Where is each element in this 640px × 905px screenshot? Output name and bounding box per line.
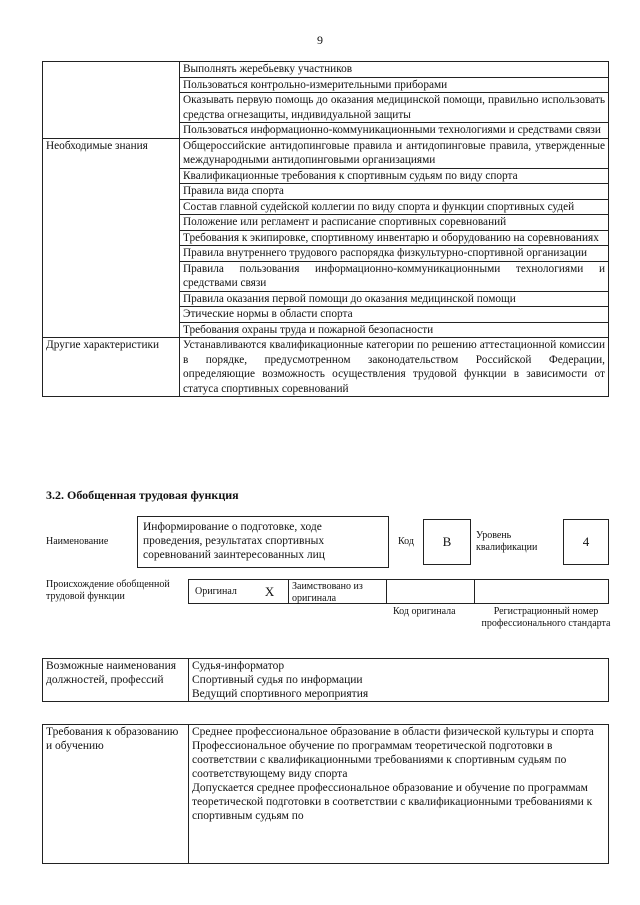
row-value: Этические нормы в области спорта: [180, 307, 609, 323]
section-heading: 3.2. Обобщенная трудовая функция: [46, 488, 239, 502]
education-label: Требования к образованию и обучению: [43, 725, 189, 864]
position-item: Ведущий спортивного мероприятия: [192, 688, 369, 700]
row-value: Пользоваться контрольно-измерительными приборами: [180, 77, 609, 93]
code-original-label: Код оригинала: [393, 606, 456, 617]
original-label: Оригинал: [195, 586, 237, 597]
row-value: Устанавливаются квалификационные категории по решению аттестационной комиссии в порядке, предусмотренном законодательством Российской Федерации, определяющие возможность осуществления трудовой функции в зависимости от статуса спортивных соревнований: [180, 338, 609, 397]
qualification-level-value: 4: [563, 519, 609, 565]
positions-label: Возможные наименования должностей, профессий: [43, 659, 189, 702]
table-row: [43, 338, 609, 397]
row-value: Выполнять жеребьевку участников: [180, 62, 609, 78]
function-name-value: Информирование о подготовке, ходе проведения, результатах спортивных соревнований заинтересованных лиц: [137, 516, 389, 568]
row-value: Требования к экипировке, спортивному инвентарю и оборудованию на соревнованиях: [180, 230, 609, 246]
original-mark: X: [264, 583, 275, 599]
row-value: Состав главной судейской коллегии по виду спорта и функции спортивных судей: [180, 199, 609, 215]
row-label: [43, 62, 180, 139]
origin-box: [188, 579, 609, 604]
education-list: [189, 725, 609, 864]
page-number: 9: [317, 33, 323, 47]
knowledge-skills-table: [42, 61, 609, 397]
position-item: Судья-информатор: [192, 660, 285, 672]
education-item: Профессиональное обучение по программам теоретической подготовки в соответствии с квалификационными требованиями к спортивным судьям по соответствующему виду спорта: [192, 740, 567, 780]
row-value: Пользоваться информационно-коммуникационными технологиями и средствами связи: [180, 123, 609, 139]
origin-label: Происхождение обобщенной трудовой функции: [46, 579, 170, 602]
qualification-level-label: Уровень квалификации: [476, 530, 538, 553]
education-table: [42, 724, 609, 864]
positions-table: [42, 658, 609, 702]
code-label: Код: [398, 536, 414, 547]
position-item: Спортивный судья по информации: [192, 674, 363, 686]
row-value: Правила внутреннего трудового распорядка физкультурно-спортивной организации: [180, 246, 609, 262]
row-label: Другие характеристики: [43, 338, 180, 397]
row-value: Правила пользования информационно-коммуникационными технологиями и средствами связи: [180, 261, 609, 291]
original-cell: [189, 580, 289, 603]
row-value: Требования охраны труда и пожарной безопасности: [180, 322, 609, 338]
reg-number-cell: [475, 580, 608, 603]
borrowed-label: Заимствовано из оригинала: [289, 580, 387, 603]
table-row: [43, 62, 609, 78]
positions-list: [189, 659, 609, 702]
row-value: Оказывать первую помощь до оказания медицинской помощи, правильно использовать средства огнезащиты, индивидуальной защиты: [180, 93, 609, 123]
table-row: [43, 138, 609, 168]
row-value: Правила оказания первой помощи до оказания медицинской помощи: [180, 291, 609, 307]
code-original-cell: [387, 580, 475, 603]
row-label: Необходимые знания: [43, 138, 180, 338]
reg-number-label: Регистрационный номер профессионального стандарта: [481, 606, 611, 629]
name-label: Наименование: [46, 536, 109, 547]
row-value: Квалификационные требования к спортивным судьям по виду спорта: [180, 168, 609, 184]
row-value: Положение или регламент и расписание спортивных соревнований: [180, 215, 609, 231]
row-value: Общероссийские антидопинговые правила и антидопинговые правила, утвержденные международными антидопинговыми организациями: [180, 138, 609, 168]
function-code-value: B: [423, 519, 471, 565]
education-item: Допускается среднее профессиональное образование и обучение по программам теоретической подготовки в соответствии с квалификационными требованиями к спортивным судьям по: [192, 782, 593, 822]
row-value: Правила вида спорта: [180, 184, 609, 200]
education-item: Среднее профессиональное образование в области физической культуры и спорта: [192, 726, 594, 738]
